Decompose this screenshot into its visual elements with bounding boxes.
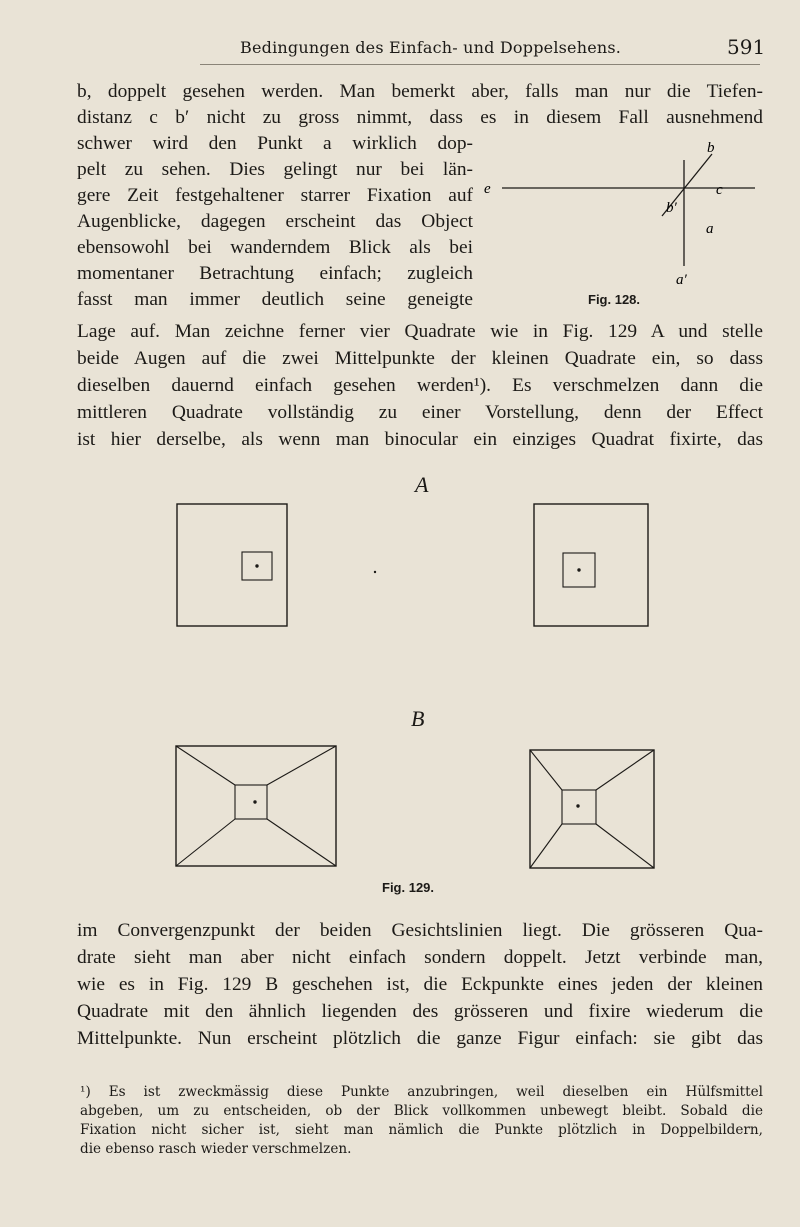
page-number: 591 [727,35,766,59]
fig129b-left-connector-br [267,819,336,866]
fig129b-right-connector-bl [530,824,562,868]
fig129a-left-center-dot [255,564,258,567]
footnote-line: ¹) Es ist zweckmässig diese Punkte anzubringen, weil dieselben ein Hülfsmittel [80,1084,763,1100]
fig129b-left-connector-bl [176,819,235,866]
text-line: Mittelpunkte. Nun erscheint plötzlich die ganze Figur einfach: sie gibt das [77,1028,763,1049]
footnote-line: die ebenso rasch wieder verschmelzen. [80,1141,352,1157]
figure-129a-drawing [170,500,650,630]
text-line: Lage auf. Man zeichne ferner vier Quadrate wie in Fig. 129 A und stelle [77,321,763,342]
fig128-label-b: b [707,140,715,156]
text-line: wie es in Fig. 129 B geschehen ist, die Eckpunkte eines jeden der kleinen [77,974,763,995]
fig129b-right-connector-tl [530,750,562,790]
text-line: Augenblicke, dagegen erscheint das Object [77,211,473,232]
fig129b-left-connector-tr [267,746,336,785]
fig128-label-e: e [484,181,491,197]
footnote-line: Fixation nicht sicher ist, sieht man nämlich die Punkte plötzlich in Doppelbildern, [80,1122,763,1138]
fig129b-left-center-dot [253,800,256,803]
fig129b-left-small-square [235,785,267,819]
text-line: mittleren Quadrate vollständig zu einer Vorstellung, denn der Effect [77,402,763,423]
fig128-label-b-prime: b′ [666,200,677,216]
text-line: Quadrate mit den ähnlich liegenden des grösseren und fixire wiederum die [77,1001,763,1022]
text-line: momentaner Betrachtung einfach; zugleich [77,263,473,284]
text-line: schwer wird den Punkt a wirklich dop- [77,133,473,154]
text-line: drate sieht man aber nicht einfach sondern doppelt. Jetzt verbinde man, [77,947,763,968]
text-line: distanz c b′ nicht zu gross nimmt, dass es in diesem Fall ausnehmend [77,107,763,128]
fig129-label-b: B [411,706,425,731]
text-line: beide Augen auf die zwei Mittelpunkte der kleinen Quadrate ein, so dass [77,348,763,369]
fig129b-left-large-square [176,746,336,866]
fig129a-right-center-dot [577,568,580,571]
text-line: gere Zeit festgehaltener starrer Fixation auf [77,185,473,206]
text-line: pelt zu sehen. Dies gelingt nur bei län- [77,159,473,180]
fig129a-middle-dot [374,571,376,573]
fig129b-right-connector-tr [596,750,654,790]
fig128-caption: Fig. 128. [588,292,641,307]
fig129a-left-large-square [177,504,287,626]
figure-129b-drawing [170,744,660,872]
fig129b-right-center-dot [576,804,579,807]
text-line: b, doppelt gesehen werden. Man bemerkt aber, falls man nur die Tiefen- [77,81,763,102]
fig129-caption: Fig. 129. [382,880,435,895]
header-rule [200,64,760,65]
fig129b-right-large-square [530,750,654,868]
fig129b-left-connector-tl [176,746,235,785]
fig128-label-a-prime: a′ [676,272,687,288]
running-title: Bedingungen des Einfach- und Doppelsehens. [240,38,622,57]
text-line: ebensowohl bei wanderndem Blick als bei [77,237,473,258]
fig128-label-c: c [716,182,723,198]
fig129a-right-large-square [534,504,648,626]
text-line: fasst man immer deutlich seine geneigte [77,289,473,310]
running-head [0,35,800,62]
fig129-label-a: A [415,472,429,497]
text-line: im Convergenzpunkt der beiden Gesichtslinien liegt. Die grösseren Qua- [77,920,763,941]
text-line: dieselben dauernd einfach gesehen werden¹). Es verschmelzen dann die [77,375,763,396]
footnote-line: abgeben, um zu entscheiden, ob der Blick vollkommen unbewegt bleibt. Sobald die [80,1103,763,1119]
text-line: ist hier derselbe, als wenn man binocular ein einziges Quadrat fixirte, das [77,429,763,450]
fig129b-right-connector-br [596,824,654,868]
figure-128-drawing [480,132,770,292]
fig128-label-a: a [706,221,714,237]
